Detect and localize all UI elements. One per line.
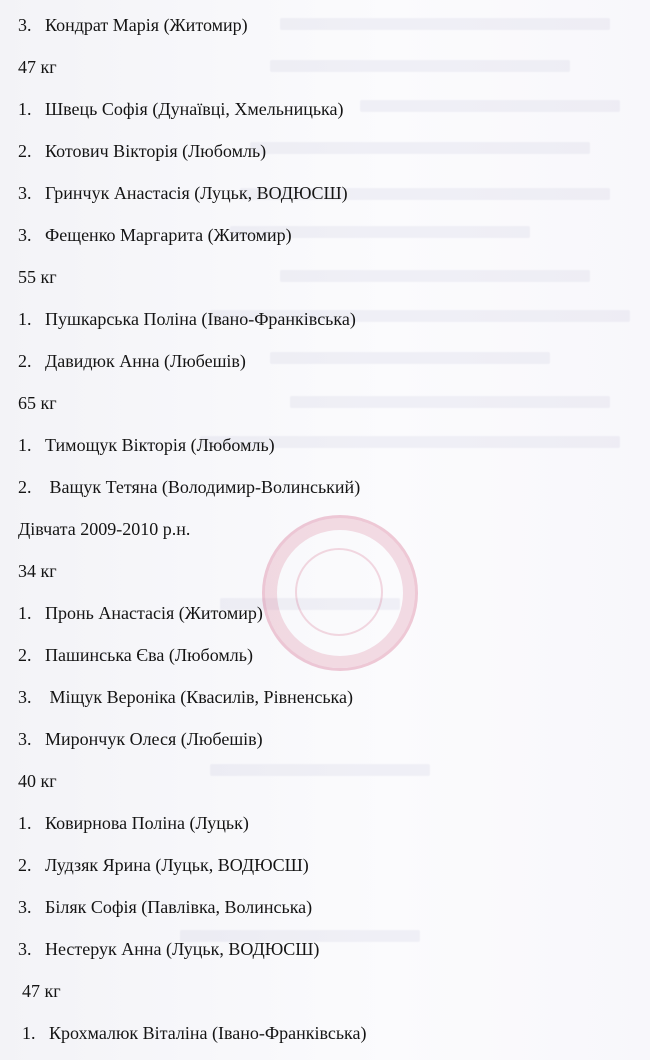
weight-category-text: 34 кг <box>18 561 57 581</box>
weight-category-text: 65 кг <box>18 393 57 413</box>
place-number: 3. <box>18 939 32 959</box>
weight-category-heading <box>18 266 57 288</box>
place-number: 1. <box>18 813 32 833</box>
place-number: 2. <box>18 351 32 371</box>
weight-category-text: 47 кг <box>18 57 57 77</box>
weight-category-text: 47 кг <box>22 981 61 1001</box>
list-item-text: Ващук Тетяна (Володимир-Волинський) <box>45 477 361 497</box>
list-item-text: Мирончук Олеся (Любешів) <box>45 729 263 749</box>
weight-category-text: 55 кг <box>18 267 57 287</box>
stamp-seal <box>262 515 418 671</box>
place-number: 2. <box>18 477 32 497</box>
place-number: 1. <box>22 1023 36 1043</box>
list-item <box>18 308 356 330</box>
list-item-text: Швець Софія (Дунаївці, Хмельницька) <box>45 99 344 119</box>
place-number: 3. <box>18 15 32 35</box>
list-item <box>18 728 263 750</box>
list-item-text: Міщук Вероніка (Квасилів, Рівненська) <box>45 687 353 707</box>
place-number: 2. <box>18 141 32 161</box>
place-number: 1. <box>18 99 32 119</box>
place-number: 3. <box>18 729 32 749</box>
list-item-text: Лудзяк Ярина (Луцьк, ВОДЮСШ) <box>45 855 309 875</box>
place-number: 3. <box>18 183 32 203</box>
weight-category-text: 40 кг <box>18 771 57 791</box>
list-item-text: Нестерук Анна (Луцьк, ВОДЮСШ) <box>45 939 320 959</box>
list-item <box>18 896 312 918</box>
weight-category-heading <box>22 980 61 1002</box>
list-item <box>18 644 253 666</box>
list-item-text: Пронь Анастасія (Житомир) <box>45 603 263 623</box>
list-item <box>18 182 348 204</box>
list-item-text: Кондрат Марія (Житомир) <box>45 15 248 35</box>
place-number: 1. <box>18 309 32 329</box>
list-item-text: Гринчук Анастасія (Луцьк, ВОДЮСШ) <box>45 183 348 203</box>
list-item-text: Тимощук Вікторія (Любомль) <box>45 435 275 455</box>
list-item <box>18 476 360 498</box>
weight-category-heading <box>18 392 57 414</box>
list-item <box>18 602 263 624</box>
list-item-text: Котович Вікторія (Любомль) <box>45 141 267 161</box>
place-number: 2. <box>18 645 32 665</box>
list-item-text: Пушкарська Поліна (Івано-Франківська) <box>45 309 356 329</box>
weight-category-heading <box>18 56 57 78</box>
list-item <box>18 686 353 708</box>
list-item-text: Фещенко Маргарита (Житомир) <box>45 225 292 245</box>
place-number: 1. <box>18 603 32 623</box>
weight-category-heading <box>18 560 57 582</box>
place-number: 3. <box>18 687 32 707</box>
section-heading <box>18 518 190 540</box>
list-item <box>22 1022 367 1044</box>
list-item-text: Крохмалюк Віталіна (Івано-Франківська) <box>49 1023 367 1043</box>
list-item-text: Давидюк Анна (Любешів) <box>45 351 246 371</box>
list-item-text: Пашинська Єва (Любомль) <box>45 645 253 665</box>
weight-category-heading <box>18 770 57 792</box>
list-item-text: Ковирнова Поліна (Луцьк) <box>45 813 249 833</box>
list-item <box>18 350 246 372</box>
list-item <box>18 98 344 120</box>
place-number: 3. <box>18 897 32 917</box>
list-item <box>18 812 249 834</box>
place-number: 1. <box>18 435 32 455</box>
list-item <box>18 14 248 36</box>
list-item-text: Біляк Софія (Павлівка, Волинська) <box>45 897 313 917</box>
list-item <box>18 140 266 162</box>
place-number: 2. <box>18 855 32 875</box>
list-item <box>18 938 319 960</box>
list-item <box>18 854 309 876</box>
section-heading-text: Дівчата 2009-2010 р.н. <box>18 519 191 539</box>
list-item <box>18 224 292 246</box>
place-number: 3. <box>18 225 32 245</box>
list-item <box>18 434 275 456</box>
